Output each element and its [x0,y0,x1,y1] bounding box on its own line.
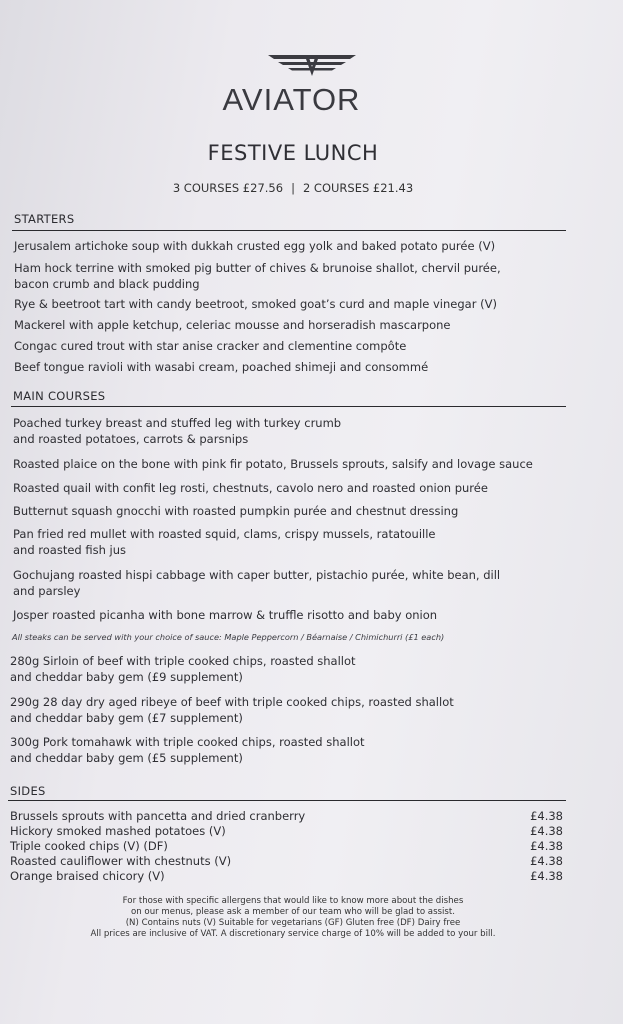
steak-item [10,734,365,766]
starter-item [14,317,451,333]
main-item [13,526,436,558]
section-heading-mains: MAIN COURSES [13,389,106,403]
steak-item-line: 300g Pork tomahawk with triple cooked chips, roasted shallot [10,735,365,749]
steak-item-line: 290g 28 day dry aged ribeye of beef with triple cooked chips, roasted shallot [10,695,454,709]
section-divider [11,406,566,407]
starter-item-line: Congac cured trout with star anise cracker and clementine compôte [14,339,407,353]
starter-item [14,260,501,292]
main-item-line: and roasted potatoes, carrots & parsnips [13,432,249,446]
course-prices [0,181,586,195]
main-item-line: Pan fried red mullet with roasted squid, clams, crispy mussels, ratatouille [13,527,436,541]
main-item [13,415,341,447]
menu-title: FESTIVE LUNCH [207,141,379,165]
main-item [13,607,437,623]
steak-item [10,694,454,726]
starter-item-line: Jerusalem artichoke soup with dukkah crusted egg yolk and baked potato purée (V) [14,239,496,253]
side-item [10,869,563,884]
side-item [10,839,563,854]
side-item-price: £4.38 [530,869,563,883]
main-item-line: Gochujang roasted hispi cabbage with caper butter, pistachio purée, white bean, dill [13,568,501,582]
main-item-line: Poached turkey breast and stuffed leg with turkey crumb [13,416,342,430]
section-divider [8,800,566,801]
main-item [13,480,488,496]
steak-item-line: and cheddar baby gem (£7 supplement) [10,711,243,725]
steak-item-line: 280g Sirloin of beef with triple cooked chips, roasted shallot [10,654,356,668]
starter-item-line: Mackerel with apple ketchup, celeriac mousse and horseradish mascarpone [14,318,451,332]
side-item [10,854,563,869]
side-item [10,824,563,839]
steak-item-line: and cheddar baby gem (£5 supplement) [10,751,243,765]
three-course-price: 3 COURSES £27.56 [172,181,284,195]
main-item-line: and roasted fish jus [13,543,127,557]
logo [0,52,623,78]
side-item-name: Orange braised chicory (V) [10,869,165,883]
main-item-line: Josper roasted picanha with bone marrow & truffle risotto and baby onion [13,608,438,622]
main-item-line: Roasted plaice on the bone with pink fir potato, Brussels sprouts, salsify and lovage sauce [13,457,533,471]
two-course-price: 2 COURSES £21.43 [302,181,414,195]
wings-logo-icon [264,52,360,78]
steak-item [10,653,356,685]
section-divider [12,230,566,231]
side-item-name: Hickory smoked mashed potatoes (V) [10,824,226,838]
footer-line: For those with specific allergens that would like to know more about the dishes [122,896,464,906]
section-heading-starters: STARTERS [14,212,75,226]
brand-name: AVIATOR [222,82,361,117]
side-item-price: £4.38 [530,839,563,853]
side-item-price: £4.38 [530,809,563,823]
side-item-name: Brussels sprouts with pancetta and dried cranberry [10,809,306,823]
starter-item-line: Ham hock terrine with smoked pig butter of chives & brunoise shallot, chervil purée, [14,261,501,275]
section-heading-sides: SIDES [10,784,46,798]
main-item-line: Butternut squash gnocchi with roasted pumpkin purée and chestnut dressing [13,504,459,518]
side-item-name: Triple cooked chips (V) (DF) [10,839,168,853]
allergen-footer [0,896,586,940]
main-item [13,503,458,519]
main-item [13,567,500,599]
steak-item-line: and cheddar baby gem (£9 supplement) [10,670,243,684]
starter-item-line: Beef tongue ravioli with wasabi cream, poached shimeji and consommé [14,360,429,374]
side-item [10,809,563,824]
side-item-price: £4.38 [530,824,563,838]
side-item-price: £4.38 [530,854,563,868]
footer-line: on our menus, please ask a member of our team who will be glad to assist. [131,907,455,917]
starter-item [14,296,497,312]
main-item [13,456,533,472]
main-item-line: Roasted quail with confit leg rosti, chestnuts, cavolo nero and roasted onion purée [13,481,488,495]
price-separator: | [291,181,295,195]
steak-sauce-note: All steaks can be served with your choice of sauce: Maple Peppercorn / Béarnaise / Chimichurri (£1 each) [12,632,445,642]
main-item-line: and parsley [13,584,81,598]
starter-item [14,359,428,375]
footer-line: (N) Contains nuts (V) Suitable for vegetarians (GF) Gluten free (DF) Dairy free [125,918,461,928]
starter-item-line: Rye & beetroot tart with candy beetroot, smoked goat’s curd and maple vinegar (V) [14,297,497,311]
starter-item [14,338,406,354]
footer-line: All prices are inclusive of VAT. A discretionary service charge of 10% will be added to your bill. [90,929,496,939]
starter-item [14,238,495,254]
side-item-name: Roasted cauliflower with chestnuts (V) [10,854,232,868]
starter-item-line: bacon crumb and black pudding [14,277,200,291]
